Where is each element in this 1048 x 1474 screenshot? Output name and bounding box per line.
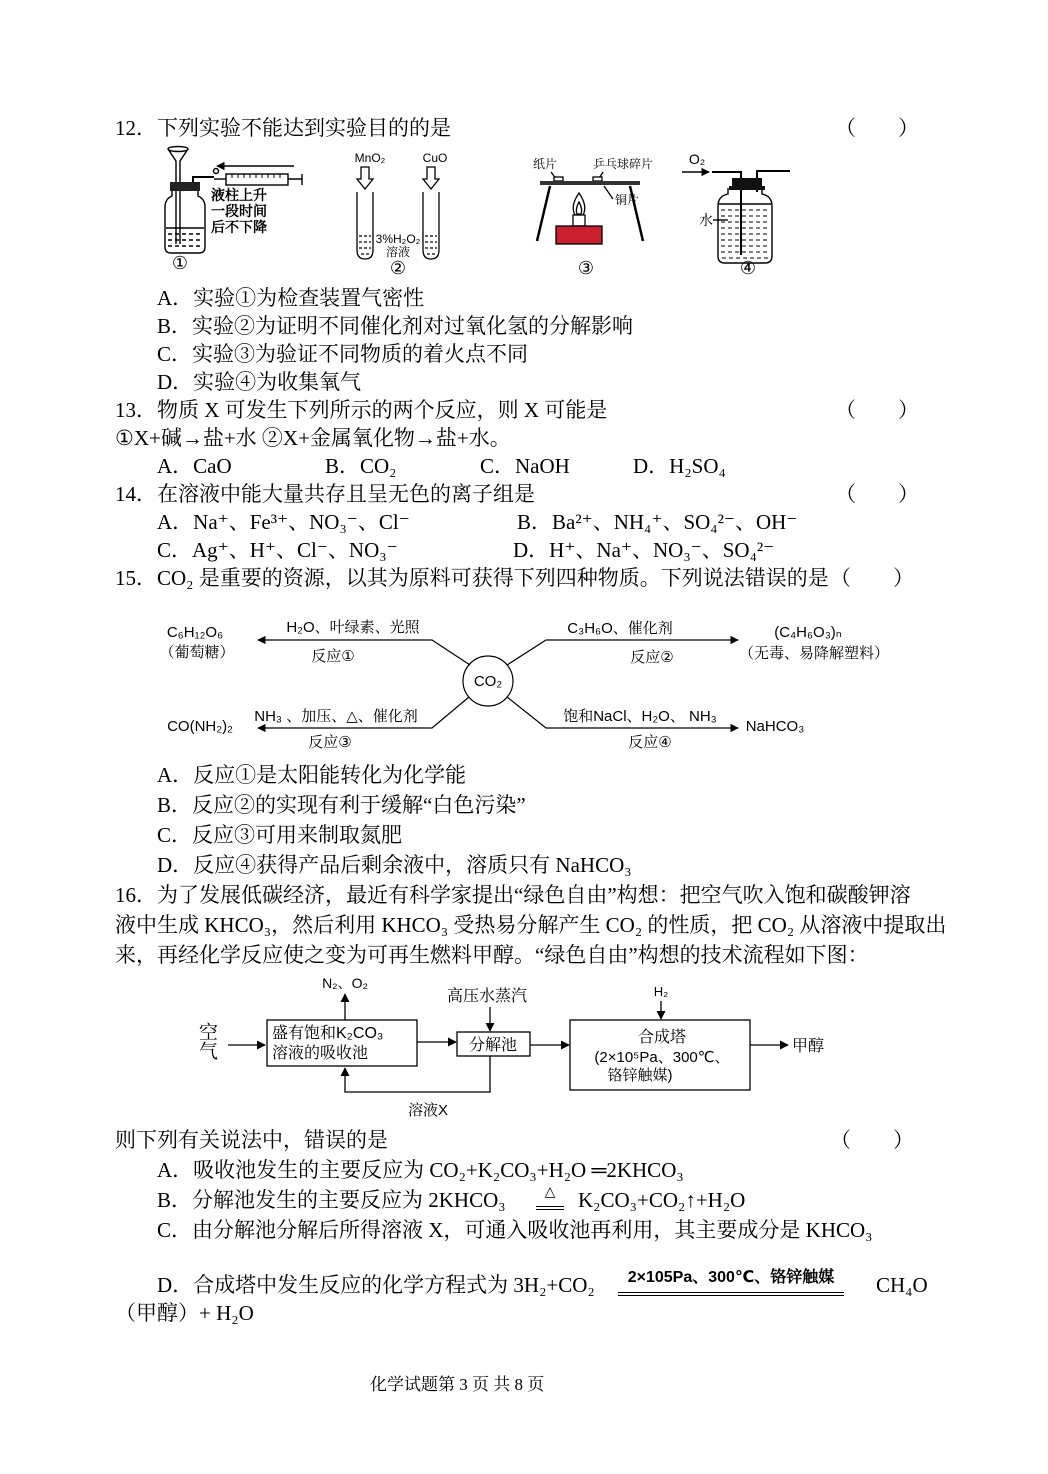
flame-outer (573, 193, 585, 215)
side-tube (193, 177, 214, 182)
q16-flowchart (0, 970, 1048, 1125)
q16-answer-bracket: （ ） (830, 1128, 914, 1152)
r2-conditions: C₃H₆O、催化剂 (567, 620, 673, 637)
fig1-note-line-3: 后不下降 (211, 219, 267, 235)
steam-label: 高压水蒸汽 (446, 988, 528, 1005)
fig4-gas-label: O₂ (688, 151, 706, 167)
bottle-liquid-hatch (168, 234, 202, 246)
q12-option-a: A．实验①为检查装置气密性 (157, 286, 425, 310)
r4-label: 反应④ (628, 734, 672, 751)
bottle (165, 190, 205, 253)
tower-label-line-3: 铬锌触媒) (607, 1067, 673, 1084)
alcohol-lamp-wick (573, 215, 585, 226)
q12-option-d: D．实验④为收集氧气 (157, 370, 362, 394)
q16-option-b-lhs: B．分解池发生的主要反应为 2KHCO₃ (157, 1188, 506, 1212)
q13-option-b: B．CO₂ (325, 454, 397, 478)
q16-option-d-rhs: CH₄O (876, 1273, 928, 1297)
q12-answer-bracket: （ ） (835, 116, 919, 140)
tower-label-line-2: (2×10⁵Pa、300℃、 (594, 1049, 730, 1066)
q15-option-d: D．反应④获得产品后剩余液中，溶质只有 NaHCO₃ (157, 853, 632, 877)
r3-conditions: NH₃ 、加压、△、催化剂 (254, 708, 418, 725)
q15-answer-bracket: （ ） (830, 566, 914, 590)
r1-label: 反应① (311, 648, 355, 665)
r1-conditions: H₂O、叶绿素、光照 (286, 619, 420, 636)
reaction-condition-label: 2×105Pa、300℃、铬锌触媒 (618, 1266, 844, 1296)
q12-option-b: B．实验②为证明不同催化剂对过氧化氢的分解影响 (157, 314, 634, 338)
absorber-label-line-1: 盛有饱和K₂CO₃ (272, 1025, 384, 1042)
q13-answer-bracket: （ ） (835, 398, 919, 422)
q15-option-c: C．反应③可用来制取氮肥 (157, 823, 403, 847)
r3-label: 反应③ (308, 734, 352, 751)
q14-option-c: C．Ag⁺、H⁺、Cl⁻、NO₃⁻ (157, 538, 398, 562)
solution-x-label: 溶液X (407, 1102, 449, 1119)
q16-option-d-lhs: D．合成塔中发生反应的化学方程式为 3H₂+CO₂ (157, 1273, 595, 1297)
q14-option-b: B．Ba²⁺、NH₄⁺、SO₄²⁻、OH⁻ (517, 510, 798, 534)
q16-option-d-continuation: （甲醇）+ H₂O (115, 1301, 254, 1325)
co2-center-label: CO₂ (473, 673, 503, 690)
hollow-arrow-right (423, 167, 439, 189)
decomposer-label: 分解池 (468, 1037, 518, 1054)
arrow-reaction-1 (258, 640, 470, 665)
r1-product: C₆H₁₂O₆ (166, 624, 224, 641)
fig2-solution-line-2: 溶液 (385, 245, 411, 259)
clamp (214, 169, 219, 174)
fig1-number: ① (171, 253, 189, 273)
q16-question: 则下列有关说法中，错误的是 (115, 1128, 388, 1152)
syringe-barrel (226, 174, 288, 185)
hollow-arrow-left (357, 167, 373, 189)
fig2-catalyst-left: MnO₂ (354, 151, 386, 165)
heating-condition-symbol: △ (536, 1184, 564, 1210)
test-tube-right (423, 192, 439, 259)
q16-intro-line-1: 16．为了发展低碳经济，最近有科学家提出“绿色自由”构想：把空气吹入饱和碳酸钾溶 (115, 883, 911, 907)
fig3-copper-label: 铜片 (614, 193, 640, 207)
q12-figures (0, 140, 1048, 285)
fig4-water-label: 水 (699, 212, 713, 228)
syringe-plunger (288, 174, 302, 185)
label-pointers (551, 172, 613, 199)
q14-option-d: D．H⁺、Na⁺、NO₃⁻、SO₄²⁻ (513, 538, 775, 562)
q15-option-b: B．反应②的实现有利于缓解“白色污染” (157, 793, 526, 817)
fig1-note-line-1: 液柱上升 (211, 187, 267, 203)
paper-piece (554, 177, 563, 181)
q13-stem: 13．物质 X 可发生下列所示的两个反应，则 X 可能是 (115, 398, 608, 422)
q15-co2-diagram (0, 605, 1048, 765)
pingpong-piece (593, 177, 602, 181)
q16-intro-line-3: 来，再经化学反应使之变为可再生燃料甲醇。“绿色自由”构想的技术流程如下图： (115, 943, 869, 967)
q13-option-a: A．CaO (157, 454, 232, 478)
q15-stem: 15．CO₂ 是重要的资源，以其为原料可获得下列四种物质。下列说法错误的是 (115, 566, 829, 590)
fig2-number: ② (389, 258, 407, 278)
q13-option-d: D．H₂SO₄ (633, 454, 726, 478)
r3-product: CO(NH₂)₂ (167, 718, 233, 735)
q13-reactions: ①X+碱→盐+水 ②X+金属氧化物→盐+水。 (115, 426, 511, 450)
r4-product: NaHCO₃ (745, 718, 805, 735)
water-hatch (721, 210, 769, 258)
test-tube-left (357, 192, 373, 259)
fig3-number: ③ (577, 258, 595, 278)
page-footer: 化学试题第 3 页 共 8 页 (370, 1375, 545, 1394)
fig4-number: ④ (739, 258, 757, 278)
q14-answer-bracket: （ ） (835, 482, 919, 506)
q12-stem: 12．下列实验不能达到实验目的的是 (115, 116, 451, 140)
air-label: 空气 (196, 1022, 217, 1060)
r2-product: (C₄H₆O₃)ₙ (774, 624, 842, 641)
alcohol-lamp-body (556, 226, 602, 244)
fig2-solution-line-1: 3%H₂O₂ (375, 232, 421, 246)
bottle-stopper-rim (729, 186, 765, 190)
stopper (170, 182, 200, 191)
vent-label: N₂、O₂ (322, 975, 368, 991)
q16-option-a: A．吸收池发生的主要反应为 CO₂+K₂CO₃+H₂O ═2KHCO₃ (157, 1158, 684, 1182)
r2-product-note: （无毒、易降解塑料） (738, 645, 890, 662)
fig3-paper-label: 纸片 (532, 157, 558, 171)
r4-conditions: 饱和NaCl、H₂O、 NH₃ (563, 708, 717, 725)
q16-option-b-rhs: K₂CO₃+CO₂↑+H₂O (578, 1188, 746, 1212)
q16-intro-line-2: 液中生成 KHCO₃，然后利用 KHCO₃ 受热易分解产生 CO₂ 的性质，把 CO₂ 从溶液中提取出 (115, 913, 947, 937)
q14-stem: 14．在溶液中能大量共存且呈无色的离子组是 (115, 482, 535, 506)
fig2-catalyst-right: CuO (422, 151, 448, 165)
q15-option-a: A．反应①是太阳能转化为化学能 (157, 763, 467, 787)
fig3-pingpong-label: 乒乓球碎片 (592, 157, 654, 171)
r1-product-note: （葡萄糖） (159, 644, 235, 661)
funnel-rim (168, 147, 188, 152)
figure-3-ignition-apparatus (537, 172, 643, 244)
r2-label: 反应② (630, 649, 674, 666)
tower-label-line-1: 合成塔 (637, 1029, 687, 1046)
q13-option-c: C．NaOH (480, 454, 570, 478)
absorber-label-line-2: 溶液的吸收池 (272, 1045, 369, 1062)
q12-option-c: C．实验③为验证不同物质的着火点不同 (157, 342, 529, 366)
q14-option-a: A．Na⁺、Fe³⁺、NO₃⁻、Cl⁻ (157, 510, 410, 534)
hydrogen-label: H₂ (653, 984, 669, 999)
methanol-label: 甲醇 (792, 1038, 825, 1055)
arrow-reaction-2 (507, 640, 738, 665)
fig1-note-line-2: 一段时间 (211, 203, 267, 219)
q16-option-c: C．由分解池分解后所得溶液 X，可通入吸收池再利用，其主要成分是 KHCO₃ (157, 1218, 873, 1242)
copper-plate (540, 181, 640, 185)
flame-inner (576, 202, 581, 214)
